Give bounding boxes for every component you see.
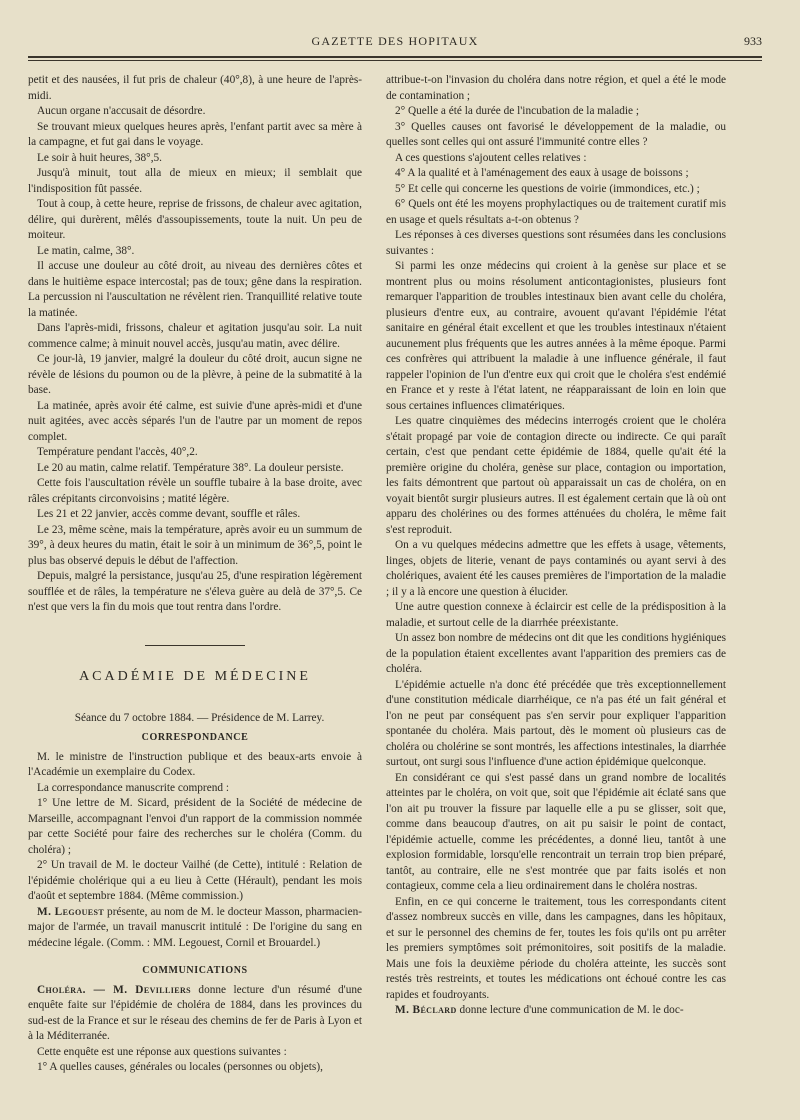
- paragraph: petit et des nausées, il fut pris de chaleur (40°,8), à une heure de l'après-midi.: [28, 74, 362, 102]
- seance-line: Séance du 7 octobre 1884. — Présidence de M. Larrey.: [74, 711, 325, 724]
- clinical-case-text: [28, 73, 362, 616]
- paragraph: Cette fois l'auscultation révèle un souffle tubaire à la base droite, avec râles crépitants circonvoisins ; matité légère.: [28, 477, 362, 505]
- left-column: [28, 73, 362, 1076]
- paragraph: A ces questions s'ajoutent celles relatives :: [395, 151, 587, 164]
- paragraph: La matinée, après avoir été calme, est suivie d'une après-midi et d'une nuit agitées, avec accès séparés l'un de l'autre par un moment de repos complet.: [28, 399, 362, 443]
- paragraph: Tout à coup, à cette heure, reprise de frissons, de chaleur avec agitation, délire, qui durèrent, mêlés d'assoupissements, toute la nuit. Un peu de moiteur.: [28, 198, 362, 241]
- paragraph: Cette enquête est une réponse aux questions suivantes :: [37, 1045, 287, 1058]
- paragraph: 1° A quelles causes, générales ou locales (personnes ou objets),: [37, 1061, 323, 1073]
- header-rule-thick: [28, 56, 762, 58]
- paragraph: 5° Et celle qui concerne les questions de voirie (immondices, etc.) ;: [395, 182, 700, 195]
- paragraph: Jusqu'à minuit, tout alla de mieux en mieux; il semblait que l'indisposition fût passée.: [28, 167, 362, 195]
- paragraph: Le 23, même scène, mais la température, après avoir eu un summum de 39°, à deux heures du matin, était le soir à un minimum de 36°,5, point le plus bas observé depuis le début de l'affection.: [28, 523, 362, 567]
- legouest-paragraph: [28, 905, 362, 952]
- paragraph: 1° Une lettre de M. Sicard, président de la Société de médecine de Marseille, accompagnant l'envoi d'un rapport de la commission nommée par cette Société pour faire des recherches sur le choléra (Comm. du choléra) ;: [28, 797, 362, 856]
- paragraph: En considérant ce qui s'est passé dans un grand nombre de localités atteintes par le choléra, on voit que, soit que l'épidémie ait éclaté sans que l'on ait pu trouver la fissure par laquelle elle a pu se glisser, soit que, comme dans beaucoup d'autres, on ait pu saisir le point de contact, l'épidémie actuelle, comme les précédentes, a donné lieu, tantôt à une explosion formidable, lorsqu'elle rencontrait un terrain trop bien préparé, tantôt, au contraire, elle ne s'est montrée que par faits isolés et non contagieux, comme cela a lieu ordinairement dans le choléra nostras.: [386, 771, 726, 892]
- paragraph: Les 21 et 22 janvier, accès comme devant, souffle et râles.: [37, 508, 301, 520]
- paragraph: 6° Quels ont été les moyens prophylactiques ou de traitement curatif mis en usage et quels résultats a-t-on obtenus ?: [386, 198, 726, 226]
- legouest-name: M. Legouest: [37, 905, 105, 918]
- enquete-text: [386, 73, 726, 1003]
- paragraph: L'épidémie actuelle n'a donc été précédée que très exceptionnellement d'une constitution médicale diarrhéique, ce n'a pas été un fait général et l'on ne peut par conséquent pas s'en servir pour expliquer l'apparition spontanée du choléra. Mais partout, dès le moment où plusieurs cas de choléra ou cholérine se sont montrés, les affections intestinales, la diarrhée surtout, ont surgi sous l'influence d'une action épidémique quelconque.: [386, 678, 726, 768]
- paragraph: Il accuse une douleur au côté droit, au niveau des dernières côtes et dans le huitième espace intercostal; pas de toux; gêne dans la respiration. La percussion ni l'auscultation ne révèlent rien. Tranquillité relative toute la matinée.: [28, 260, 362, 319]
- paragraph: Les quatre cinquièmes des médecins interrogés croient que le choléra s'était propagé par voie de contagion directe ou indirecte. Ce qui paraît certain, c'est que pendant cette épidémie de 1884, quelle qu'ait été la première origine du choléra, genèse sur place, contagion ou importation, les faits démontrent que partout où apparaissait un cas de choléra, on en voyait bientôt surgir plusieurs autres. Il est également certain que là où ont apparu des cholérines ou des formes atténuées du choléra, le même fait s'est reproduit.: [386, 415, 726, 536]
- section-title: ACADÉMIE DE MÉDECINE: [79, 669, 311, 684]
- page-number: 933: [744, 34, 762, 48]
- beclard-paragraph: [386, 1003, 726, 1019]
- paragraph: M. le ministre de l'instruction publique et des beaux-arts envoie à l'Académie un exemplaire du Codex.: [28, 750, 362, 778]
- section-separator: [28, 636, 362, 652]
- paragraph: Aucun organe n'accusait de désordre.: [37, 105, 206, 117]
- paragraph: Le 20 au matin, calme relatif. Température 38°. La douleur persiste.: [37, 461, 344, 474]
- paragraph: 2° Quelle a été la durée de l'incubation de la maladie ;: [395, 105, 639, 117]
- correspondance-text: [28, 750, 362, 905]
- cholera-text: donne lecture d'un résumé d'une enquête faite sur l'épidémie de choléra de 1884, dans les provinces du sud-est de la France et sur le réseau des chemins de fer de Paris à Lyon et à la Méditerranée.: [28, 983, 363, 1042]
- subhead-communications: COMMUNICATIONS: [142, 965, 248, 976]
- paragraph: 4° A la qualité et à l'aménagement des eaux à usage de boissons ;: [395, 167, 689, 179]
- cholera-paragraph: [28, 983, 362, 1045]
- paragraph: La correspondance manuscrite comprend :: [37, 781, 229, 794]
- paragraph: Le soir à huit heures, 38°,5.: [37, 151, 162, 164]
- header-rule-thin: [28, 60, 762, 61]
- paragraph: Depuis, malgré la persistance, jusqu'au 25, d'une respiration légèrement soufflée et de râles, la température ne s'éleva guère au delà de 37°,5. Ce n'est que vers la fin du mois que tout rentra dans l'ordre.: [28, 570, 362, 613]
- paragraph: attribue-t-on l'invasion du choléra dans notre région, et quel a été le mode de contamination ;: [386, 74, 726, 102]
- right-column: [386, 73, 726, 1019]
- paragraph: Si parmi les onze médecins qui croient à la genèse sur place et se montrent plus ou moins résolument anticontagionistes, plusieurs font remarquer l'apparition de troubles intestinaux bien avant celle du choléra, plusieurs d'entre eux, au contraire, avouent qu'avant l'épidémie l'état sanitaire en général était excellent et que les troubles intestinaux n'étaient aucunement plus fréquents que les autres années à la même époque. Parmi ces confrères qui attribuent la maladie à une influence générale, il faut rappeler l'opinion de l'un d'entre eux qui croit que le choléra s'est endémié en France et y reste à l'état latent, ne réapparaissant de loin en loin que sous certaines influences climatériques.: [386, 260, 726, 412]
- questions-text: [28, 1045, 362, 1076]
- paragraph: 2° Un travail de M. le docteur Vailhé (de Cette), intitulé : Relation de l'épidémie cholérique qui a eu lieu à Cette (Hérault), pendant les mois d'août et septembre 1884. (Même commission.): [28, 859, 362, 902]
- paragraph: Une autre question connexe à éclaircir est celle de la prédisposition à la maladie, et surtout celle de la diarrhée préexistante.: [386, 601, 726, 629]
- paragraph: Ce jour-là, 19 janvier, malgré la douleur du côté droit, aucun signe ne révèle de lésions du poumon ou de la plèvre, à peine de la submatité à la base.: [28, 353, 362, 396]
- paragraph: Dans l'après-midi, frissons, chaleur et agitation jusqu'au soir. La nuit commence calme; à minuit nouvel accès, jusqu'au matin, avec délire.: [28, 322, 362, 350]
- beclard-text: donne lecture d'une communication de M. le doc-: [456, 1004, 684, 1016]
- subhead-correspondance: CORRESPONDANCE: [141, 732, 249, 743]
- page-header: [28, 34, 762, 50]
- legouest-text: présente, au nom de M. le docteur Masson, pharmacien-major de l'armée, un travail manuscrit intitulé : De l'origine du sang en médecine légale. (Comm. : MM. Legouest, Cornil et Brouardel.): [28, 905, 362, 949]
- beclard-name: M. Béclard: [395, 1004, 457, 1016]
- cholera-label: Choléra. — M. Devilliers: [37, 983, 192, 996]
- paragraph: Les réponses à ces diverses questions sont résumées dans les conclusions suivantes :: [386, 229, 726, 257]
- paragraph: Température pendant l'accès, 40°,2.: [37, 446, 198, 458]
- journal-title: GAZETTE DES HOPITAUX: [311, 34, 479, 48]
- paragraph: On a vu quelques médecins admettre que les effets à usage, vêtements, linges, objets de literie, venant de pays contaminés ou ayant servi à des cholériques, avaient été les causes premières de l'importation de la maladie ; il y a là encore une question à élucider.: [386, 539, 726, 598]
- paragraph: Le matin, calme, 38°.: [37, 244, 135, 257]
- paragraph: 3° Quelles causes ont favorisé le développement de la maladie, ou quelles sont celles qui ont assuré l'immunité contre elles ?: [386, 120, 726, 148]
- paragraph: Un assez bon nombre de médecins ont dit que les conditions hygiéniques de la population étaient excellentes avant l'apparition des premiers cas de choléra.: [386, 632, 726, 675]
- paragraph: Enfin, en ce qui concerne le traitement, tous les correspondants citent d'assez nombreux succès en ville, dans les campagnes, dans les hôpitaux, et sur le personnel des chemins de fer, toutes les fois qu'ils ont pu arrêter les premiers symptômes soit prémonitoires, soit positifs de la maladie. Mais une fois la deuxième période du choléra atteinte, les succès sont restés très restreints, et toutes les médications ont échoué contre les cas rapides et foudroyants.: [386, 895, 726, 1001]
- paragraph: Se trouvant mieux quelques heures après, l'enfant partit avec sa mère à la campagne, et fut gai dans le voyage.: [28, 120, 362, 148]
